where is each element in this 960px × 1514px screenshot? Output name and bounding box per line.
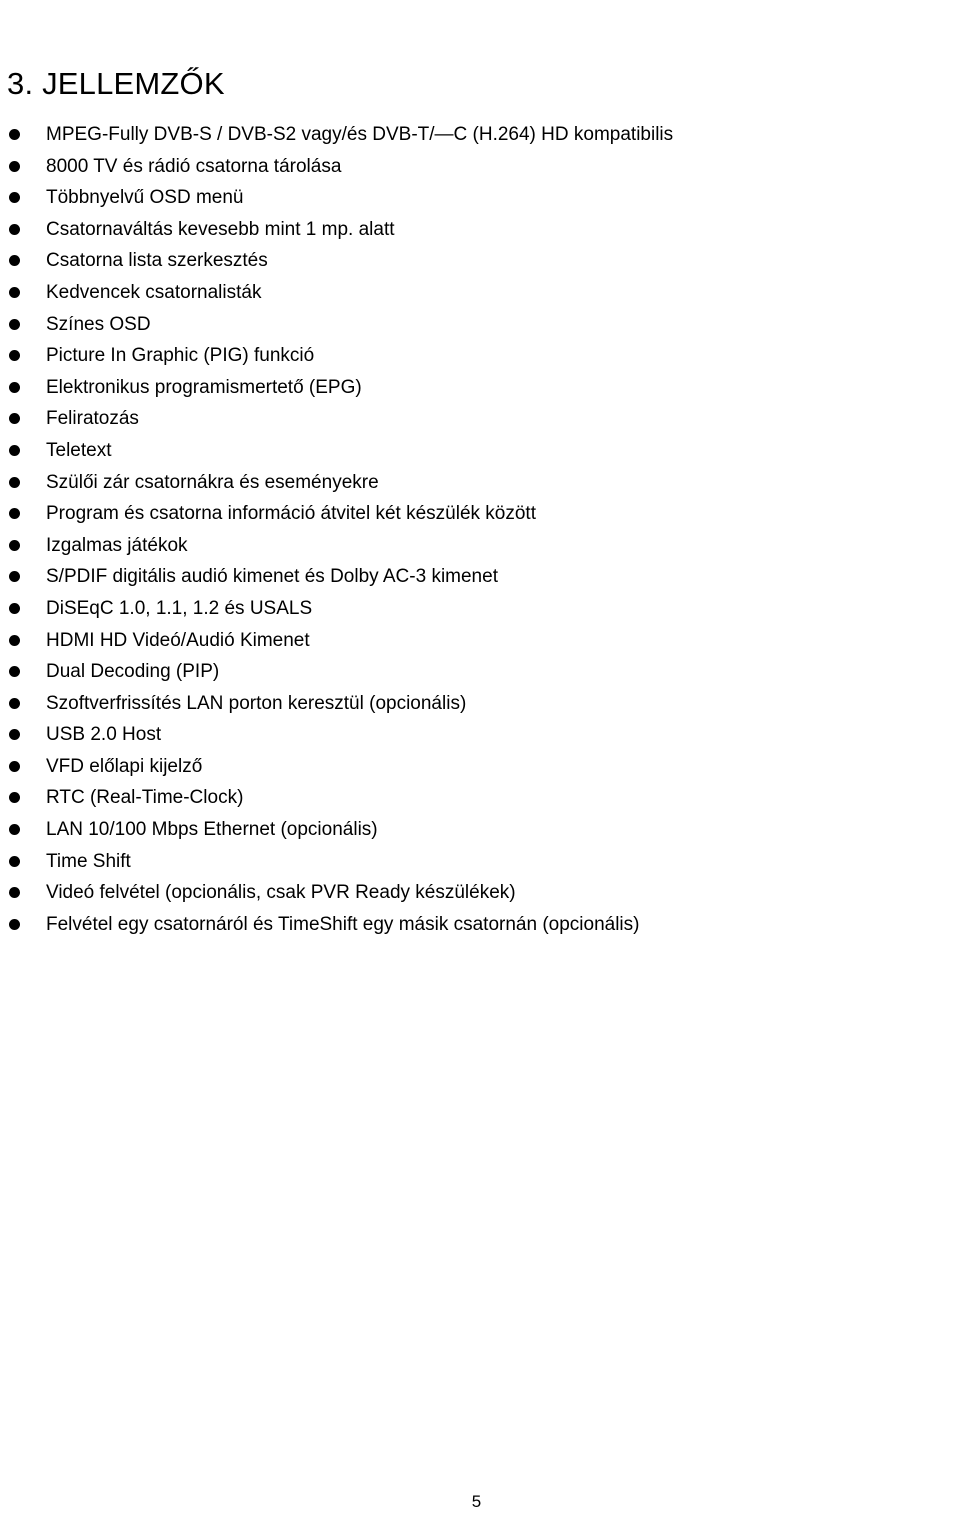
feature-text: Feliratozás <box>46 408 139 430</box>
page-number: 5 <box>471 1492 482 1511</box>
feature-text: Izgalmas játékok <box>46 534 188 556</box>
page-title: 3. JELLEMZŐK <box>7 66 225 101</box>
feature-text: Felvétel egy csatornáról és TimeShift egy másik csatornán (opcionális) <box>46 913 640 935</box>
feature-text: Csatorna lista szerkesztés <box>46 250 268 272</box>
feature-text: Dual Decoding (PIP) <box>46 661 220 683</box>
bullet-icon <box>9 919 20 930</box>
bullet-icon <box>9 571 20 582</box>
bullet-icon <box>9 887 20 898</box>
bullet-icon <box>9 856 20 867</box>
bullet-icon <box>9 319 20 330</box>
feature-text: Színes OSD <box>46 313 151 335</box>
bullet-icon <box>9 666 20 677</box>
bullet-icon <box>9 161 20 172</box>
bullet-icon <box>9 350 20 361</box>
feature-text: Csatornaváltás kevesebb mint 1 mp. alatt <box>46 218 395 240</box>
bullet-icon <box>9 792 20 803</box>
feature-text: Elektronikus programismertető (EPG) <box>46 376 362 398</box>
feature-text: DiSEqC 1.0, 1.1, 1.2 és USALS <box>46 597 313 619</box>
bullet-icon <box>9 129 20 140</box>
feature-text: 8000 TV és rádió csatorna tárolása <box>46 155 342 177</box>
feature-text: VFD előlapi kijelző <box>46 755 203 777</box>
bullet-icon <box>9 603 20 614</box>
feature-text: USB 2.0 Host <box>46 724 162 746</box>
feature-text: Szoftverfrissítés LAN porton keresztül (opcionális) <box>46 692 467 714</box>
bullet-icon <box>9 224 20 235</box>
feature-text: Videó felvétel (opcionális, csak PVR Ready készülékek) <box>46 882 516 904</box>
feature-text: RTC (Real-Time-Clock) <box>46 787 244 809</box>
feature-text: Többnyelvű OSD menü <box>46 187 244 209</box>
bullet-icon <box>9 445 20 456</box>
feature-text: MPEG-Fully DVB-S / DVB-S2 vagy/és DVB-T/—C (H.264) HD kompatibilis <box>46 124 674 145</box>
feature-text: LAN 10/100 Mbps Ethernet (opcionális) <box>46 819 378 841</box>
feature-text: HDMI HD Videó/Audió Kimenet <box>46 629 310 651</box>
feature-text: Teletext <box>46 439 112 461</box>
bullet-icon <box>9 413 20 424</box>
bullet-icon <box>9 477 20 488</box>
feature-text: Kedvencek csatornalisták <box>46 281 262 303</box>
bullet-icon <box>9 508 20 519</box>
bullet-icon <box>9 287 20 298</box>
feature-text: Picture In Graphic (PIG) funkció <box>46 345 315 367</box>
feature-text: Szülői zár csatornákra és eseményekre <box>46 471 379 493</box>
feature-text: Program és csatorna információ átvitel két készülék között <box>46 503 536 525</box>
bullet-icon <box>9 761 20 772</box>
bullet-icon <box>9 635 20 646</box>
feature-text: Time Shift <box>46 850 131 872</box>
bullet-icon <box>9 255 20 266</box>
bullet-icon <box>9 729 20 740</box>
bullet-icon <box>9 824 20 835</box>
bullet-icon <box>9 698 20 709</box>
bullet-icon <box>9 192 20 203</box>
feature-text: S/PDIF digitális audió kimenet és Dolby AC-3 kimenet <box>46 566 498 588</box>
bullet-icon <box>9 382 20 393</box>
bullet-icon <box>9 540 20 551</box>
